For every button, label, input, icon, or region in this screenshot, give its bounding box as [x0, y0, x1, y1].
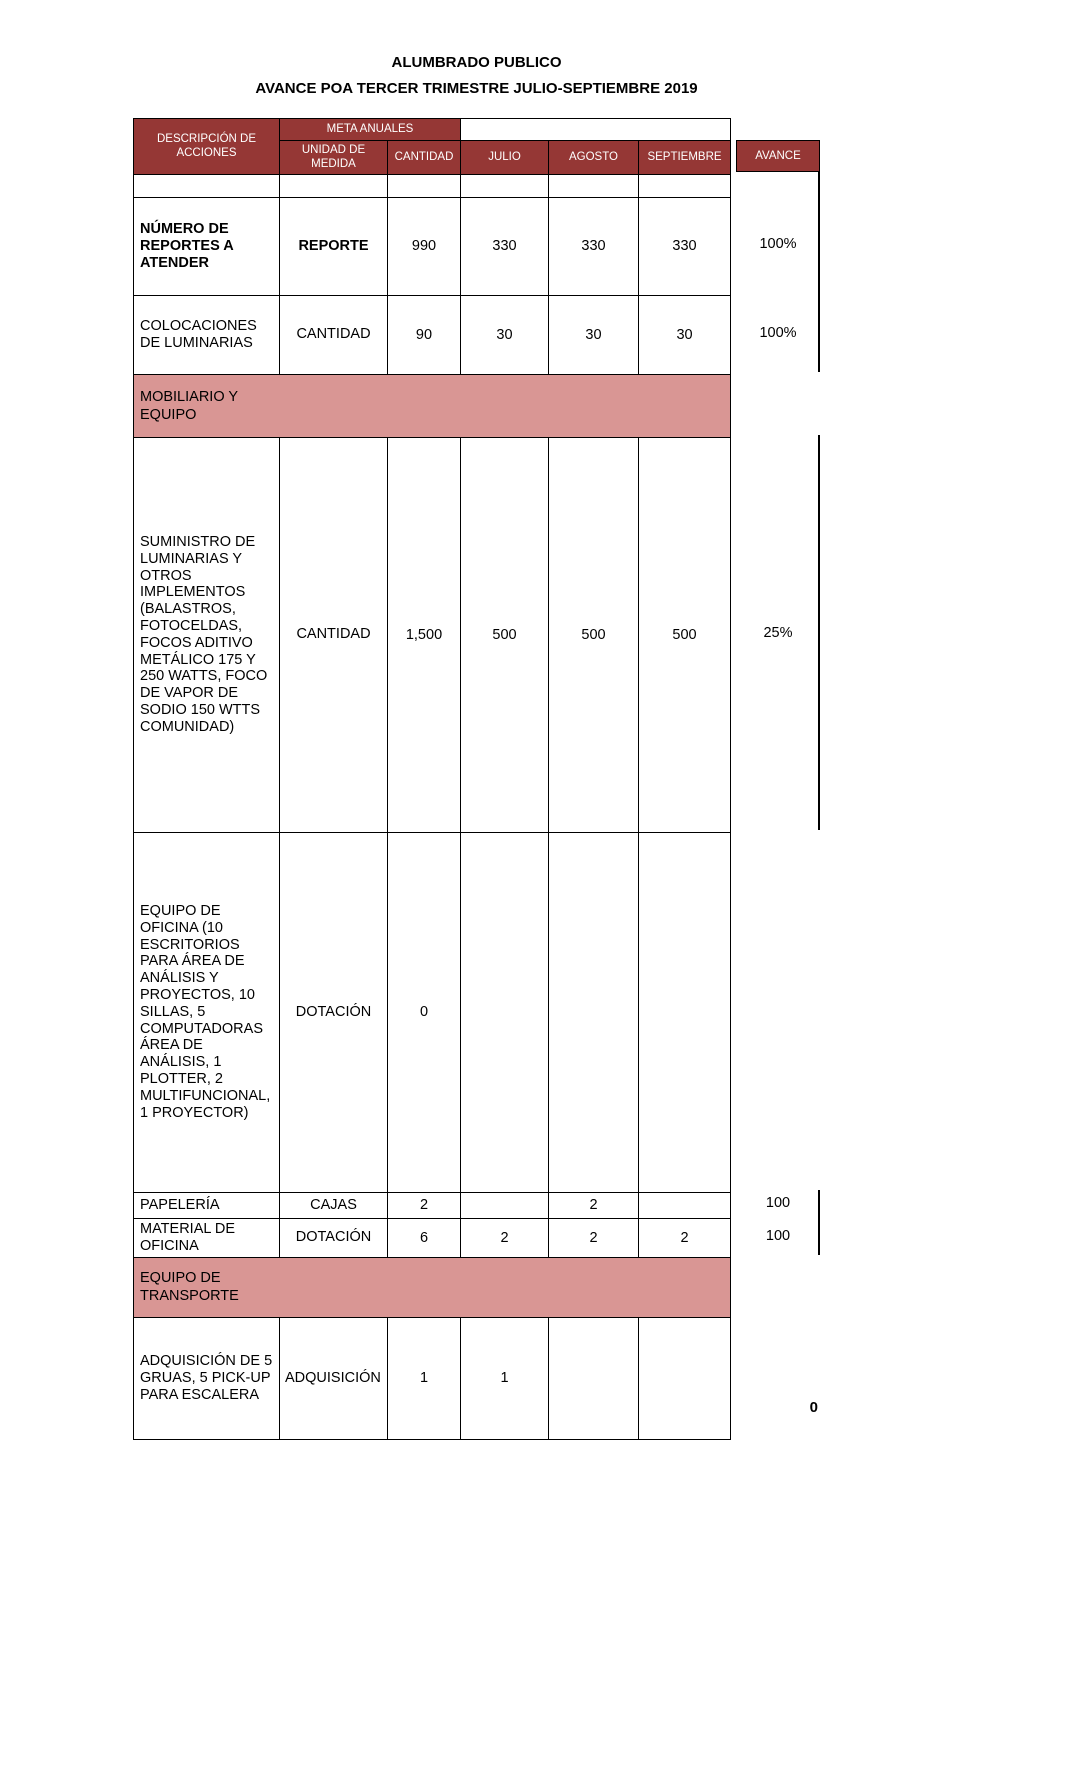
cell-septiembre: [639, 174, 731, 197]
section-row-transporte: [134, 1257, 731, 1317]
col-header-descripcion: DESCRIPCIÓN DE ACCIONES: [134, 119, 280, 175]
cell-cantidad: 2: [388, 1192, 461, 1218]
avance-value-reportes: 100%: [759, 236, 797, 252]
table-row-papeleria: [134, 1192, 731, 1218]
cell-unidad: [280, 174, 388, 197]
report-title-line2: AVANCE POA TERCER TRIMESTRE JULIO-SEPTIEMBRE 2019: [255, 80, 698, 97]
stray-zero: 0: [809, 1399, 818, 1416]
col-header-septiembre: SEPTIEMBRE: [639, 141, 731, 175]
avance-value-colocaciones: 100%: [759, 324, 797, 341]
cell-julio: 30: [461, 295, 549, 374]
cell-septiembre: 2: [639, 1218, 731, 1257]
section-title-label: MOBILIARIO Y EQUIPO: [140, 388, 238, 423]
section-title: [134, 374, 731, 437]
cell-agosto: 2: [549, 1218, 639, 1257]
col-header-agosto: AGOSTO: [549, 141, 639, 175]
col-header-cantidad: CANTIDAD: [388, 141, 461, 175]
report-title: [133, 50, 820, 102]
cell-julio: 1: [461, 1317, 549, 1439]
avance-value-material: 100: [765, 1227, 791, 1244]
cell-septiembre: [639, 1192, 731, 1218]
cell-descripcion: PAPELERÍA: [134, 1192, 280, 1218]
cell-agosto: 2: [549, 1192, 639, 1218]
avance-value-suministro: 25%: [763, 624, 793, 641]
cell-descripcion: COLOCACIONES DE LUMINARIAS: [134, 295, 280, 374]
cell-julio: [461, 174, 549, 197]
cell-unidad: CAJAS: [280, 1192, 388, 1218]
cell-julio: 2: [461, 1218, 549, 1257]
cell-septiembre: [639, 1317, 731, 1439]
cell-agosto: [549, 832, 639, 1192]
avance-divider-line: [818, 1190, 820, 1255]
col-header-julio: JULIO: [461, 141, 549, 175]
cell-unidad: CANTIDAD: [280, 295, 388, 374]
cell-agosto: [549, 174, 639, 197]
avance-column: [736, 140, 820, 1450]
table-row-adquisicion: [134, 1317, 731, 1439]
cell-descripcion: SUMINISTRO DE LUMINARIAS Y OTROS IMPLEMENTOS (BALASTROS, FOTOCELDAS, FOCOS ADITIVO METÁLICO 175 Y 250 WATTS, FOCO DE VAPOR DE SODIO 150 WTTS COMUNIDAD): [134, 437, 280, 832]
cell-unidad: DOTACIÓN: [280, 1218, 388, 1257]
cell-septiembre: 500: [639, 437, 731, 832]
table-row-reportes: [134, 197, 731, 295]
cell-julio: 500: [461, 437, 549, 832]
cell-agosto: 330: [549, 197, 639, 295]
cell-cantidad: 0: [388, 832, 461, 1192]
section-title-label: EQUIPO DE TRANSPORTE: [140, 1270, 239, 1305]
cell-descripcion: NÚMERO DE REPORTES A ATENDER: [134, 197, 280, 295]
cell-descripcion: MATERIAL DE OFICINA: [134, 1218, 280, 1257]
cell-julio: [461, 832, 549, 1192]
header-row-meta: [134, 119, 731, 141]
cell-agosto: 500: [549, 437, 639, 832]
cell-unidad: REPORTE: [280, 197, 388, 295]
col-header-avance: AVANCE: [736, 140, 820, 172]
cell-julio: [461, 1192, 549, 1218]
header-spacer: [461, 119, 731, 141]
section-title: [134, 1257, 731, 1317]
report-title-line1: ALUMBRADO PUBLICO: [391, 54, 562, 71]
cell-unidad: ADQUISICIÓN: [280, 1317, 388, 1439]
cell-julio: 330: [461, 197, 549, 295]
table-row-equipo-oficina: [134, 832, 731, 1192]
cell-cantidad: [388, 174, 461, 197]
cell-descripcion: [134, 174, 280, 197]
cell-cantidad: 1,500: [388, 437, 461, 832]
table-row-material-oficina: [134, 1218, 731, 1257]
table-row-empty: [134, 174, 731, 197]
cell-cantidad: 1: [388, 1317, 461, 1439]
table-row-suministro: [134, 437, 731, 832]
col-header-unidad: UNIDAD DE MEDIDA: [280, 141, 388, 175]
avance-divider-line: [818, 172, 820, 372]
cell-cantidad: 990: [388, 197, 461, 295]
cell-septiembre: 330: [639, 197, 731, 295]
cell-unidad: DOTACIÓN: [280, 832, 388, 1192]
avance-value-papeleria: 100: [765, 1195, 791, 1211]
table-row-colocaciones: [134, 295, 731, 374]
cell-cantidad: 90: [388, 295, 461, 374]
poa-table: [133, 118, 731, 1440]
cell-unidad: CANTIDAD: [280, 437, 388, 832]
avance-divider-line: [818, 435, 820, 830]
cell-descripcion: EQUIPO DE OFICINA (10 ESCRITORIOS PARA ÁREA DE ANÁLISIS Y PROYECTOS, 10 SILLAS, 5 COMPUTADORAS ÁREA DE ANÁLISIS, 1 PLOTTER, 2 MULTIFUNCIONAL, 1 PROYECTOR): [134, 832, 280, 1192]
cell-agosto: [549, 1317, 639, 1439]
section-row-mobiliario: [134, 374, 731, 437]
cell-cantidad: 6: [388, 1218, 461, 1257]
cell-septiembre: [639, 832, 731, 1192]
cell-septiembre: 30: [639, 295, 731, 374]
cell-descripcion: ADQUISICIÓN DE 5 GRUAS, 5 PICK-UP PARA ESCALERA: [134, 1317, 280, 1439]
cell-agosto: 30: [549, 295, 639, 374]
col-header-meta-anuales: META ANUALES: [280, 119, 461, 141]
